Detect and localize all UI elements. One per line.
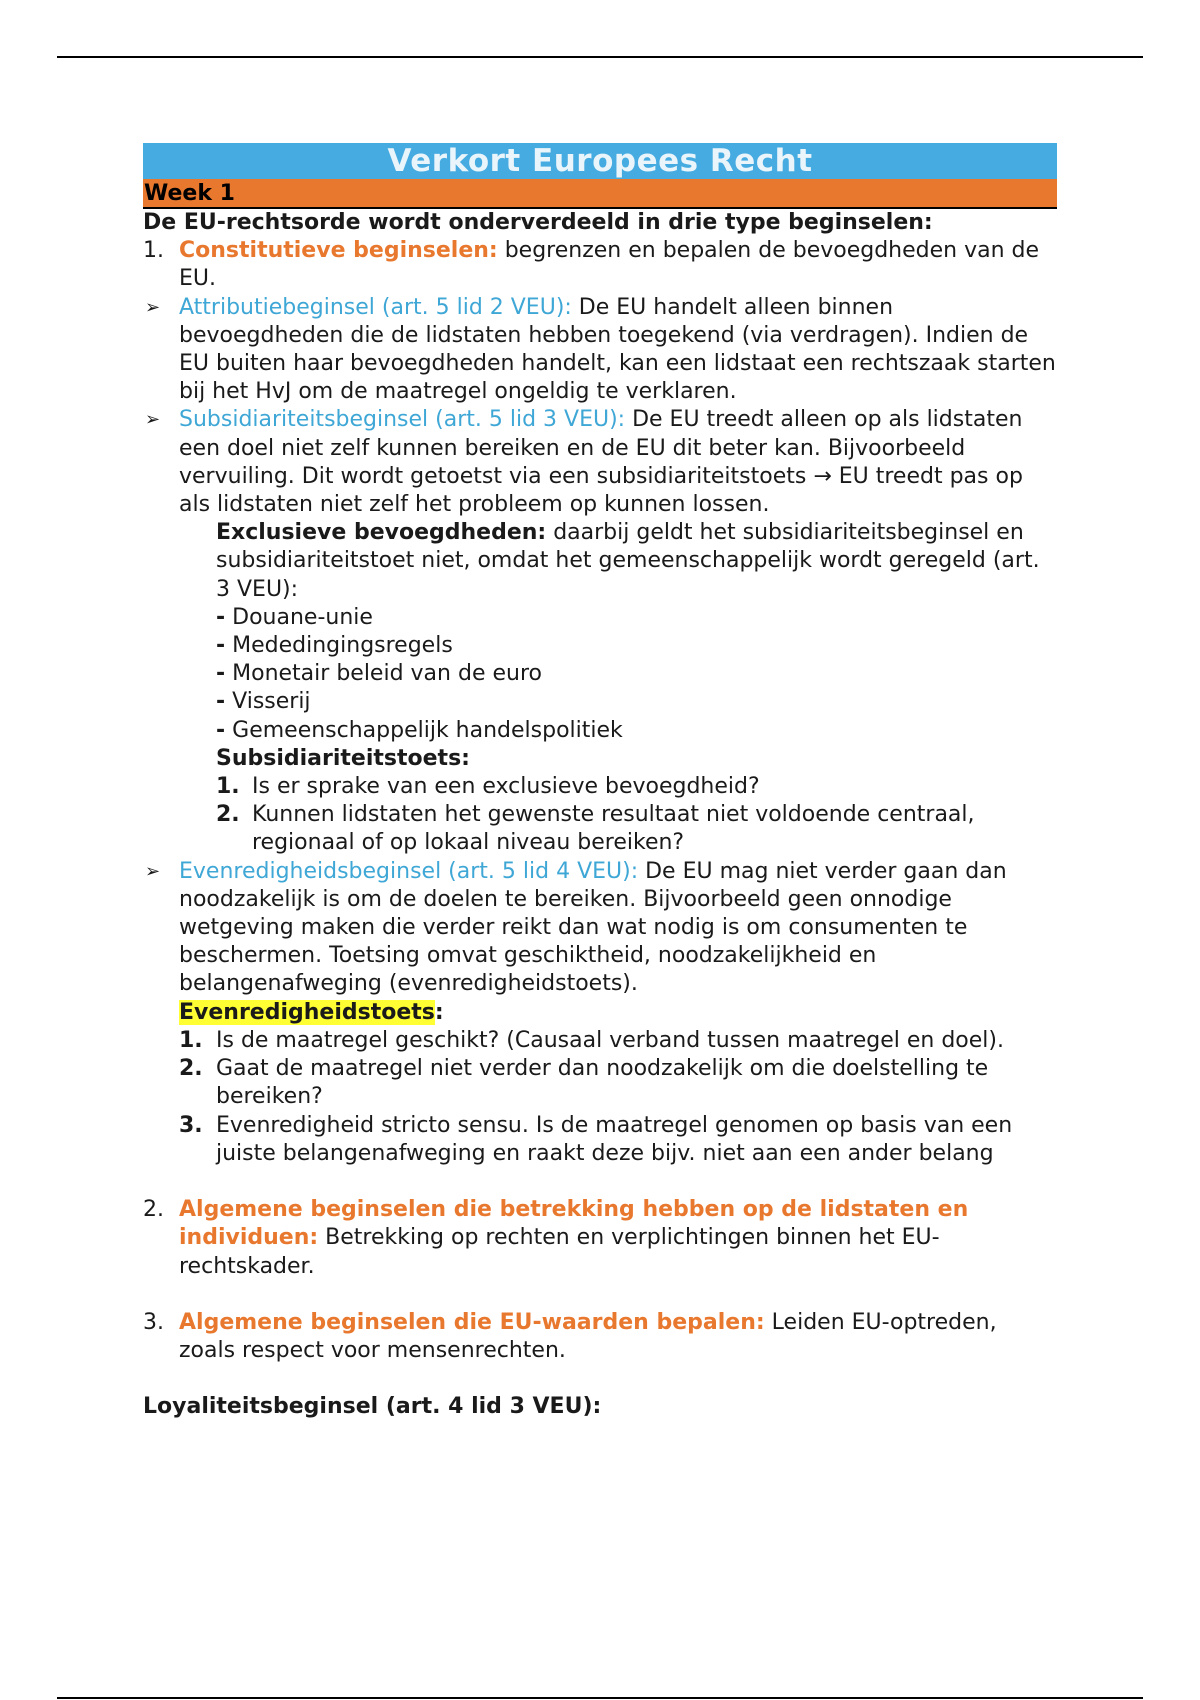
document-title: Verkort Europees Recht [143, 143, 1057, 179]
subsidiarity-test-item [143, 801, 1057, 857]
dash-bullet: - [216, 604, 226, 630]
header-rule [57, 56, 1143, 58]
subsidiarity-test-heading: Subsidiariteitstoets: [216, 745, 470, 771]
exclusive-list-item [143, 688, 1057, 716]
subsidiarity-test-text: Kunnen lidstaten het gewenste resultaat niet voldoende centraal, regionaal of op lokaal niveau bereiken? [252, 802, 975, 856]
subsidiariteit-label: Subsidiariteitsbeginsel (art. 5 lid 3 VEU): [179, 407, 626, 433]
exclusive-item-text: Monetair beleid van de euro [232, 661, 542, 687]
spacer [143, 1168, 1057, 1196]
attributie-label: Attributiebeginsel (art. 5 lid 2 VEU): [179, 294, 572, 320]
exclusive-list-item [143, 604, 1057, 632]
list-number: 2. [216, 802, 240, 828]
list-item-general-principles [143, 1196, 1057, 1281]
exclusive-list-item [143, 717, 1057, 745]
arrow-bullet-icon: ➢ [145, 860, 161, 882]
eu-values-text: Leiden EU-optreden, zoals respect voor mensenrechten. [179, 1309, 997, 1364]
attributie-text: De EU handelt alleen binnen bevoegdheden die de lidstaten hebben toegekend (via verdragen). Indien de EU buiten haar bevoegdheden handelt, kan een lidstaat een rechtszaak starten bij het HvJ om de maatregel ongeldig te verklaren. [179, 294, 1056, 405]
proportionality-test-text: Is de maatregel geschikt? (Causaal verband tussen maatregel en doel). [216, 1027, 1004, 1053]
spacer [143, 1365, 1057, 1393]
eu-values-label: Algemene beginselen die EU-waarden bepalen: [179, 1309, 765, 1335]
exclusive-text: daarbij geldt het subsidiariteitsbeginsel en subsidiariteitstoet niet, omdat het gemeenschappelijk wordt geregeld (art. 3 VEU): [216, 520, 1040, 602]
dash-bullet: - [216, 717, 226, 743]
list-number: 3. [143, 1309, 164, 1335]
constitutive-label: Constitutieve beginselen: [179, 238, 498, 264]
proportionality-test-item [143, 1055, 1057, 1111]
loyalty-heading: Loyaliteitsbeginsel (art. 4 lid 3 VEU): [143, 1394, 602, 1420]
exclusive-item-text: Mededingingsregels [232, 633, 453, 659]
proportionality-test-item [143, 1027, 1057, 1055]
exclusive-powers [143, 519, 1057, 604]
proportionality-test-text: Gaat de maatregel niet verder dan noodzakelijk om die doelstelling te bereiken? [216, 1056, 989, 1110]
footer-rule [57, 1697, 1143, 1699]
bullet-subsidiariteit [143, 406, 1057, 519]
heading-colon: : [434, 999, 444, 1025]
subsidiariteit-text: De EU treedt alleen op als lidstaten een doel niet zelf kunnen bereiken en de EU dit beter kan. Bijvoorbeeld vervuiling. Dit wordt getoetst via een subsidiariteitstoets → EU treedt pas op als lidstaten niet zelf het probleem op kunnen lossen. [179, 407, 1023, 518]
arrow-bullet-icon: ➢ [145, 296, 161, 318]
list-number: 2. [179, 1056, 203, 1082]
highlighted-term: Evenredigheidstoets [179, 999, 435, 1025]
arrow-bullet-icon: ➢ [145, 409, 161, 431]
exclusive-list-item [143, 660, 1057, 688]
spacer [143, 1281, 1057, 1309]
exclusive-label: Exclusieve bevoegdheden: [216, 520, 547, 546]
exclusive-item-text: Gemeenschappelijk handelspolitiek [232, 717, 623, 743]
proportionality-test-item [143, 1112, 1057, 1168]
list-item-eu-values [143, 1309, 1057, 1365]
general-principles-label: Algemene beginselen die betrekking hebben op de lidstaten en individuen: [179, 1197, 969, 1251]
evenredigheid-label: Evenredigheidsbeginsel (art. 5 lid 4 VEU): [179, 858, 639, 884]
dash-bullet: - [216, 633, 226, 659]
list-number: 3. [179, 1112, 203, 1138]
bullet-evenredigheid [143, 858, 1057, 999]
proportionality-test-text: Evenredigheid stricto sensu. Is de maatregel genomen op basis van een juiste belangenafweging en raakt deze bijv. niet aan een ander belang [216, 1112, 1013, 1166]
list-number: 2. [143, 1197, 164, 1223]
bullet-attributie [143, 294, 1057, 407]
list-item-constitutive [143, 237, 1057, 293]
document-body [143, 143, 1057, 1422]
constitutive-text: begrenzen en bepalen de bevoegdheden van de EU. [179, 238, 1040, 292]
subsidiarity-test-item [143, 773, 1057, 801]
week-heading: Week 1 [143, 179, 1057, 209]
list-number: 1. [143, 238, 164, 264]
dash-bullet: - [216, 689, 226, 715]
list-number: 1. [216, 774, 240, 800]
evenredigheid-text: De EU mag niet verder gaan dan noodzakelijk is om de doelen te bereiken. Bijvoorbeeld geen onnodige wetgeving maken die verder reikt dan wat nodig is om consumenten te beschermen. Toetsing omvat geschiktheid, noodzakelijkheid en belangenafweging (evenredigheidstoets). [179, 858, 1007, 997]
exclusive-list-item [143, 632, 1057, 660]
exclusive-item-text: Douane-unie [232, 604, 373, 630]
proportionality-test-heading [143, 999, 1057, 1027]
dash-bullet: - [216, 661, 226, 687]
list-number: 1. [179, 1027, 203, 1053]
intro-text: De EU-rechtsorde wordt onderverdeeld in drie type beginselen: [143, 210, 933, 235]
general-principles-text: Betrekking op rechten en verplichtingen binnen het EU-rechtskader. [179, 1225, 940, 1279]
subsidiarity-test-text: Is er sprake van een exclusieve bevoegdheid? [252, 774, 760, 800]
exclusive-item-text: Visserij [232, 689, 311, 715]
